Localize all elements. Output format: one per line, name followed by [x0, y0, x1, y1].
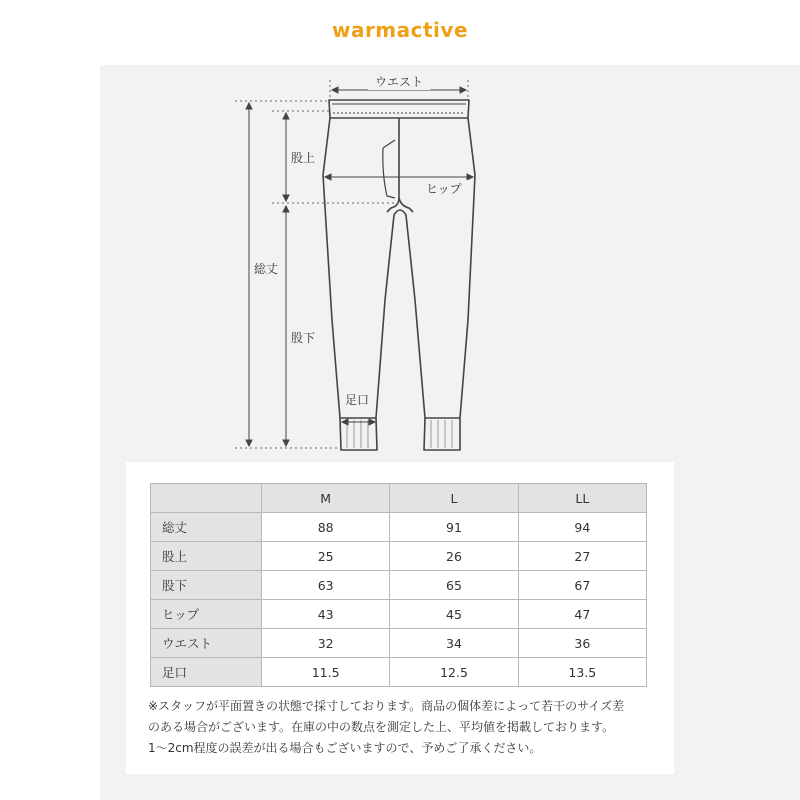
table-cell: 63: [262, 571, 390, 600]
row-label: ヒップ: [151, 600, 262, 629]
pants-diagram: [100, 65, 800, 465]
table-cell: 67: [518, 571, 646, 600]
table-cell: 32: [262, 629, 390, 658]
column-header-m: M: [262, 484, 390, 513]
column-header-l: L: [390, 484, 518, 513]
row-label: 足口: [151, 658, 262, 687]
column-header-ll: LL: [518, 484, 646, 513]
row-label: 総丈: [151, 513, 262, 542]
table-row: [151, 629, 647, 658]
table-row: [151, 658, 647, 687]
brand-logo: warmactive: [331, 18, 469, 42]
label-waist: ウエスト: [374, 75, 424, 89]
table-cell: 26: [390, 542, 518, 571]
label-hem: 足口: [345, 393, 370, 407]
row-label: 股下: [151, 571, 262, 600]
table-cell: 27: [518, 542, 646, 571]
table-cell: 25: [262, 542, 390, 571]
table-cell: 94: [518, 513, 646, 542]
row-label: 股上: [151, 542, 262, 571]
table-row: [151, 600, 647, 629]
label-rise: 股上: [291, 151, 316, 165]
size-chart-panel: [100, 65, 800, 800]
measurement-note: [148, 696, 668, 759]
row-label: ウエスト: [151, 629, 262, 658]
table-corner-cell: [151, 484, 262, 513]
table-header-row: [151, 484, 647, 513]
table-cell: 12.5: [390, 658, 518, 687]
table-cell: 65: [390, 571, 518, 600]
note-line: 1〜2cm程度の誤差が出る場合もございますので、予めご了承ください。: [148, 741, 542, 755]
table-cell: 34: [390, 629, 518, 658]
table-cell: 91: [390, 513, 518, 542]
table-cell: 43: [262, 600, 390, 629]
table-cell: 13.5: [518, 658, 646, 687]
table-cell: 45: [390, 600, 518, 629]
size-table-card: [126, 462, 674, 774]
table-cell: 47: [518, 600, 646, 629]
table-cell: 36: [518, 629, 646, 658]
size-table: [150, 483, 647, 687]
table-row: [151, 542, 647, 571]
label-total-length: 総丈: [254, 262, 279, 276]
note-line: ※スタッフが平面置きの状態で採寸しております。商品の個体差によって若干のサイズ差: [148, 699, 625, 713]
table-cell: 11.5: [262, 658, 390, 687]
table-row: [151, 571, 647, 600]
note-line: のある場合がございます。在庫の中の数点を測定した上、平均値を掲載しております。: [148, 720, 615, 734]
label-hip: ヒップ: [426, 182, 462, 196]
table-row: [151, 513, 647, 542]
table-cell: 88: [262, 513, 390, 542]
label-inseam: 股下: [291, 331, 316, 345]
